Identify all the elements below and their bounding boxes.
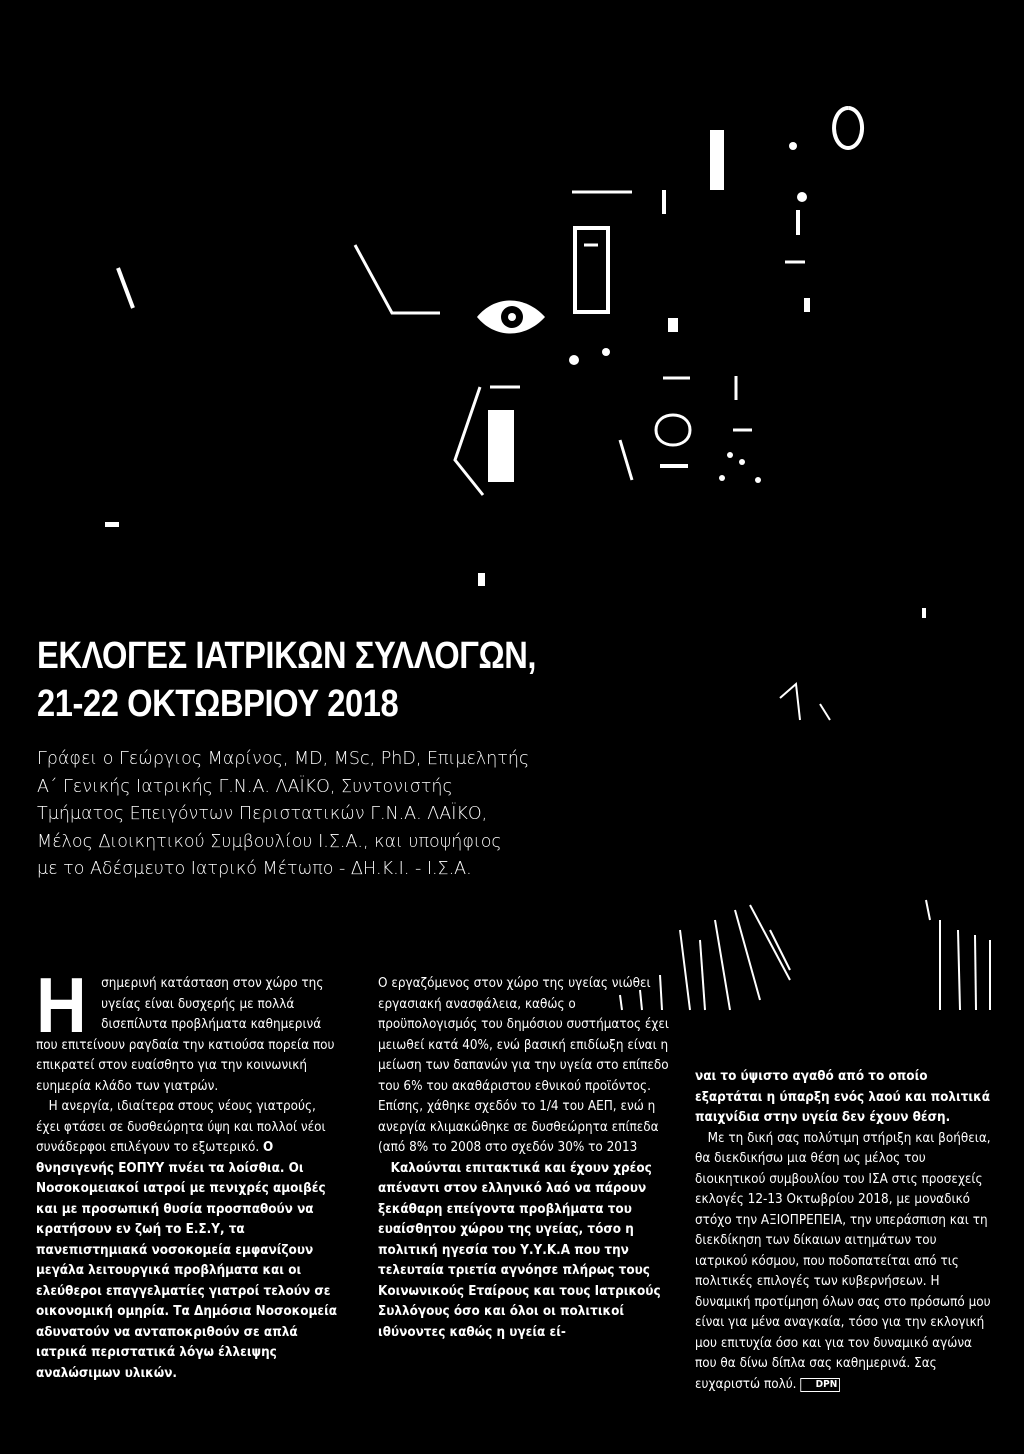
paragraph-bold-text: ναι το ύψιστο αγαθό από το οποίο εξαρτάται η ύπαρξη ενός λαού και πολιτικά παιχνίδια στην υγεία δεν έχουν θέση. [695,1069,990,1125]
byline-line-1: Γράφει ο Γεώργιος Μαρίνος, MD, MSc, PhD, Επιμελητής [37,749,530,769]
paragraph-intro [36,961,342,1097]
paragraph-appeal [695,1129,992,1396]
column-1 [36,961,342,1384]
column-2 [378,974,684,1343]
byline-line-4: Μέλος Διοικητικού Συμβουλίου Ι.Σ.Α., και υποψήφιος [37,831,502,852]
dropcap: Η [36,961,87,1049]
headline-line-1: ΕΚΛΟΓΕΣ ΙΑΤΡΙΚΩΝ ΣΥΛΛΟΓΩΝ, [37,635,537,677]
byline-line-5: με το Αδέσμευτο Ιατρικό Μέτωπο - ΔΗ.Κ.Ι. - Ι.Σ.Α. [37,859,472,879]
paragraph-unemployment [36,1097,342,1384]
paragraph-text: Με τη δική σας πολύτιμη στήριξη και βοήθεια, θα διεκδικήσω μια θέση ως μέλος του διοικητικού συμβουλίου του ΙΣΑ στις προσεχείς εκλογές 12-13 Οκτωβρίου 2018, με μοναδικό στόχο την ΑΞΙΟΠΡΕΠΕΙΑ, την υπεράσπιση και τη διεκδίκηση των δίκαιων αιτημάτων του ιατρικού κόσμου, που ποδοπατείται από τις πολιτικές επιλογές των κυβερνήσεων. Η δυναμική προτίμηση όλων σας στο πρόσωπό μου είναι για μένα αναγκαία, τόσο για την εκλογική μου επιτυχία όσο και για τον δυναμικό αγώνα που θα δίνω δίπλα σας καθημερινά. Σας ευχαριστώ πολύ. [695,1130,991,1392]
paragraph-text: σημερινή κατάσταση στον χώρο της υγείας είναι δυσχερής με πολλά δισεπίλυτα προβλήματα καθημερινά που επιτείνουν ραγδαία την κατιούσα πορεία που επικρατεί στον ευαίσθητο για την κοινωνική ευημερία κλάδο των γιατρών. [36,976,335,1094]
end-mark-icon: DPN [800,1378,840,1392]
headline [37,632,553,728]
paragraph-bold-text: Καλούνται επιτακτικά και έχουν χρέος απέναντι στον ελληνικό λαό να πάρουν ξεκάθαρη επείγοντα προβλήματα του ευαίσθητου χώρου της υγείας, τόσο η πολιτική ηγεσία του Υ.Υ.Κ.Α που την τελευταία τριετία αγνόησε πλήρως τους Κοινωνικούς Εταίρους και τους Ιατρικούς Συλλόγους όσο και όλοι οι πολιτικοί ιθύνοντες καθώς η υγεία εί- [378,1160,661,1340]
column-3 [695,1067,992,1395]
byline-line-3: Τμήματος Επειγόντων Περιστατικών Γ.Ν.Α. ΛΑΪΚΟ, [37,804,488,824]
paragraph-insecurity: Ο εργαζόμενος στον χώρο της υγείας νιώθει εργασιακή ανασφάλεια, καθώς ο προϋπολογισμός του δημόσιου συστήματος έχει μειωθεί κατά 40%, ενώ βασική επιδίωξη είναι η μείωση των δαπανών για την υγεία στο επίπεδο του 6% του ακαθάριστου εθνικού προϊόντος. Επίσης, χάθηκε σχεδόν το 1/4 του ΑΕΠ, ενώ η ανεργία κλιμακώθηκε σε δυσθεώρητα επίπεδα (από 8% το 2008 στο σχεδόν 30% το 2013 [378,976,669,1155]
paragraph-call-to-action [378,1159,684,1344]
medical-illustration [0,0,1024,620]
headline-line-2: 21-22 ΟΚΤΩΒΡΙΟΥ 2018 [37,683,399,725]
paragraph-text: Η ανεργία, ιδιαίτερα στους νέους γιατρούς, έχει φτάσει σε δυσθεώρητα ύψη και πολλοί νέοι συνάδερφοι επιλέγουν το εξωτερικό. [36,1099,326,1155]
byline [37,746,597,884]
paragraph-conclusion [695,1067,992,1129]
paragraph-bold-text: Ο θνησιγενής ΕΟΠΥΥ πνέει τα λοίσθια. Οι Νοσοκομειακοί ιατροί με πενιχρές αμοιβές και με προσωπική θυσία προσπαθούν να κρατήσουν εν ζωή το Ε.Σ.Υ, τα πανεπιστημιακά νοσοκομεία εμφανίζουν μεγάλα λειτουργικά προβλήματα και οι ελεύθεροι επαγγελματίες γιατροί τελούν σε οικονομική ομηρία. Τα Δημόσια Νοσοκομεία αδυνατούν να ανταποκριθούν σε απλά ιατρικά περιστατικά λόγω έλλειψης αναλώσιμων υλικών. [36,1140,338,1381]
byline-line-2: Α΄ Γενικής Ιατρικής Γ.Ν.Α. ΛΑΪΚΟ, Συντονιστής [37,776,453,797]
